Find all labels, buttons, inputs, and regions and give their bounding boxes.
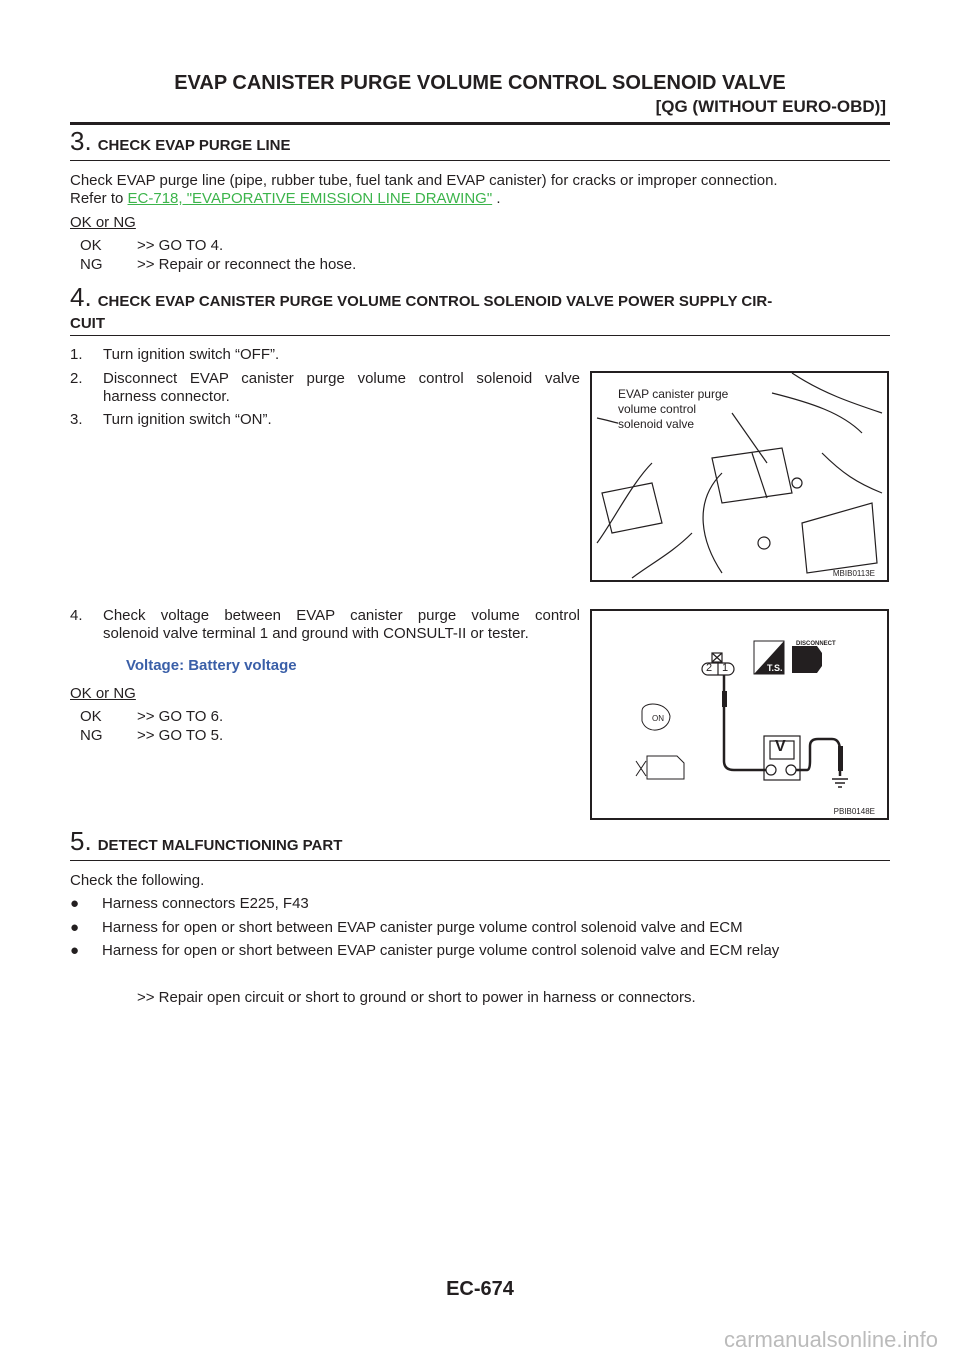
- callout-label: EVAP canister purge: [618, 387, 729, 401]
- item-text: harness connector.: [103, 388, 230, 405]
- step-title: CHECK EVAP CANISTER PURGE VOLUME CONTROL SOLENOID VALVE POWER SUPPLY CIR-: [97, 293, 773, 310]
- figure-code: PBIB0148E: [833, 807, 875, 816]
- item-num: 4.: [70, 607, 83, 624]
- watermark: carmanualsonline.info: [723, 1327, 938, 1352]
- item-num: 3.: [70, 411, 83, 428]
- page-number: EC-674: [446, 1278, 514, 1300]
- divider: [70, 860, 890, 861]
- ok-label: OK: [80, 237, 102, 254]
- item-text: Check voltage between EVAP canister purge volume control: [103, 607, 580, 624]
- disconnect-label: DISCONNECT: [796, 641, 836, 647]
- disconnect-icon: [792, 646, 822, 673]
- bullet-text: Harness for open or short between EVAP canister purge volume control solenoid valve and ECM: [102, 919, 743, 936]
- item-text: solenoid valve terminal 1 and ground with CONSULT-II or tester.: [103, 625, 529, 642]
- bullet-item: ● Harness for open or short between EVAP canister purge volume control solenoid valve and ECM: [70, 919, 743, 936]
- solenoid-location-figure: [590, 371, 889, 582]
- ng-action: >> GO TO 5.: [137, 727, 224, 744]
- divider: [70, 160, 890, 161]
- bullet-item: ● Harness for open or short between EVAP canister purge volume control solenoid valve and ECM relay: [70, 942, 780, 959]
- ok-label: OK: [80, 708, 102, 725]
- bullet-text: Harness for open or short between EVAP canister purge volume control solenoid valve and ECM relay: [102, 942, 780, 959]
- page-subtitle: [QG (WITHOUT EURO-OBD)]: [655, 97, 886, 116]
- step-title: CHECK EVAP PURGE LINE: [97, 137, 291, 154]
- ok-ng-label: OK or NG: [70, 685, 136, 702]
- page-title: EVAP CANISTER PURGE VOLUME CONTROL SOLENOID VALVE: [174, 72, 786, 94]
- ok-action: >> GO TO 4.: [137, 237, 224, 254]
- ng-label: NG: [80, 256, 103, 273]
- step-5-intro: Check the following.: [70, 872, 205, 889]
- period: .: [496, 190, 501, 207]
- wiring-diagram: [592, 611, 887, 818]
- voltage-check-figure: [590, 609, 889, 820]
- ng-label: NG: [80, 727, 103, 744]
- refer-label: Refer to: [70, 190, 124, 207]
- figure-code: MBIB0113E: [832, 569, 875, 578]
- refer-line: [70, 190, 501, 208]
- item-text: Turn ignition switch “ON”.: [103, 411, 272, 428]
- step-3-heading: [70, 126, 291, 157]
- callout-label: solenoid valve: [618, 417, 695, 431]
- step-4-heading: [70, 282, 772, 313]
- step-5-heading: [70, 826, 342, 857]
- item-num: 2.: [70, 370, 83, 387]
- ok-action: >> GO TO 6.: [137, 708, 224, 725]
- step-number: 5.: [70, 826, 92, 856]
- item-num: 1.: [70, 346, 83, 363]
- step-3-text: Check EVAP purge line (pipe, rubber tube, fuel tank and EVAP canister) for cracks or improper connection.: [70, 172, 778, 189]
- divider: [70, 335, 890, 336]
- engine-off-icon: [647, 756, 684, 779]
- item-text: Disconnect EVAP canister purge volume control solenoid valve: [103, 370, 580, 387]
- callout-label: volume control: [618, 402, 697, 416]
- voltage-spec: Voltage: Battery voltage: [126, 657, 297, 674]
- bullet-item: ● Harness connectors E225, F43: [70, 895, 309, 912]
- step-title-cont: CUIT: [70, 315, 105, 332]
- ng-action: >> Repair or reconnect the hose.: [137, 256, 357, 273]
- pin-1: 1: [722, 662, 729, 674]
- step-number: 4.: [70, 282, 92, 312]
- meter-label: V: [775, 738, 786, 755]
- bullet-text: Harness connectors E225, F43: [102, 895, 309, 912]
- step-5-action: >> Repair open circuit or short to ground or short to power in harness or connectors.: [137, 989, 696, 1006]
- ts-label: T.S.: [767, 663, 783, 673]
- pin-2: 2: [706, 662, 713, 674]
- on-label: ON: [652, 714, 664, 723]
- step-number: 3.: [70, 126, 92, 156]
- step-title: DETECT MALFUNCTIONING PART: [97, 837, 343, 854]
- evap-line-drawing-link[interactable]: EC-718, "EVAPORATIVE EMISSION LINE DRAWING": [127, 190, 493, 207]
- header-rule: [70, 122, 890, 125]
- item-text: Turn ignition switch “OFF”.: [103, 346, 280, 363]
- ok-ng-label: OK or NG: [70, 214, 136, 231]
